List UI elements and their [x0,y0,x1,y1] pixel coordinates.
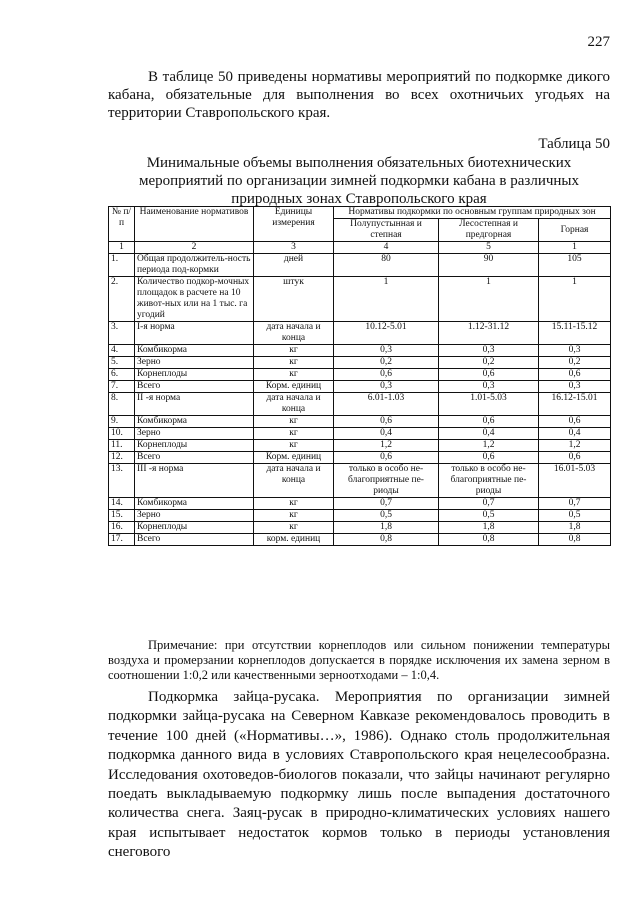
value-steppe: 0,7 [334,498,439,510]
value-mountain: 1,2 [539,440,611,452]
table-row [109,440,611,452]
value-forest-steppe: 0,3 [439,381,539,393]
value-forest-steppe: 0,3 [439,345,539,357]
value-mountain: 0,8 [539,534,611,546]
row-name: Количество подкор-мочных площадок в расчете на 10 живот-ных или на 1 тыс. га угодий [135,277,254,322]
row-name: Корнеплоды [135,440,254,452]
intro-text: В таблице 50 приведены нормативы мероприятий по подкормке дикого кабана, обязательные для выполнения во всех охотничьих угодьях на территории Ставропольского края. [108,69,610,121]
row-number: 7. [109,381,135,393]
value-forest-steppe: 0,8 [439,534,539,546]
row-name: Комбикорма [135,498,254,510]
value-steppe: 6.01-1.03 [334,393,439,416]
table-row [109,464,611,498]
value-steppe: 0,6 [334,452,439,464]
body-text: Подкормка зайца-русака. Мероприятия по организации зимней подкормки зайца-русака на Северном Кавказе рекомендовалось проводить в течение 100 дней («Нормативы…», 1986). Однако столь продолжительная подкормка данного вида в условиях Ставропольского края нецелесообразна. Исследования охотоведов-биологов показали, что зайцы начинают регулярно поедать выкладываемую подкормку лишь после выпадения достаточного количества снега. Заяц-русак в природно-климатических условиях нашего края испытывает недостаток кормов только в периоды установления снегового [108,689,610,861]
row-number: 9. [109,416,135,428]
row-number: 4. [109,345,135,357]
value-steppe: 0,3 [334,345,439,357]
row-number: 8. [109,393,135,416]
value-mountain: 105 [539,254,611,277]
header-unit: Единицы измерения [254,207,334,242]
value-mountain: 0,6 [539,369,611,381]
row-name: II -я норма [135,393,254,416]
value-steppe: 80 [334,254,439,277]
value-forest-steppe: 1,8 [439,522,539,534]
header-name: Наименование нормативов [135,207,254,242]
col-number: 1 [539,242,611,254]
row-number: 17. [109,534,135,546]
row-unit: кг [254,428,334,440]
value-mountain: 15.11-15.12 [539,322,611,345]
value-steppe: 0,6 [334,369,439,381]
row-name: Зерно [135,357,254,369]
row-unit: кг [254,510,334,522]
col-number: 4 [334,242,439,254]
header-zone-mountain: Горная [539,219,611,242]
norms-table [108,206,611,546]
value-mountain: 0,6 [539,416,611,428]
table-row [109,369,611,381]
row-unit: Корм. единиц [254,381,334,393]
row-name: Зерно [135,510,254,522]
header-zone-forest-steppe: Лесостепная и предгорная [439,219,539,242]
table-row [109,322,611,345]
row-unit: кг [254,498,334,510]
row-name: Зерно [135,428,254,440]
value-mountain: 16.12-15.01 [539,393,611,416]
row-unit: кг [254,440,334,452]
table-row [109,428,611,440]
value-steppe: 0,2 [334,357,439,369]
table-row [109,452,611,464]
row-name: Общая продолжитель-ность периода под-кормки [135,254,254,277]
row-unit: дата начала и конца [254,322,334,345]
value-forest-steppe: 1,2 [439,440,539,452]
row-unit: корм. единиц [254,534,334,546]
value-forest-steppe: 90 [439,254,539,277]
value-forest-steppe: 0,6 [439,416,539,428]
row-name: Всего [135,534,254,546]
row-unit: дата начала и конца [254,393,334,416]
row-unit: кг [254,345,334,357]
header-num: № п/п [109,207,135,242]
row-unit: дата начала и конца [254,464,334,498]
row-number: 2. [109,277,135,322]
value-mountain: 0,2 [539,357,611,369]
value-forest-steppe: 0,7 [439,498,539,510]
row-name: Всего [135,381,254,393]
value-forest-steppe: 0,5 [439,510,539,522]
table-row [109,498,611,510]
column-numbers-row [109,242,611,254]
value-steppe: 0,5 [334,510,439,522]
page-number: 227 [587,34,610,50]
value-mountain: 0,7 [539,498,611,510]
col-number: 2 [135,242,254,254]
row-name: Комбикорма [135,416,254,428]
table-row [109,416,611,428]
value-mountain: 16.01-5.03 [539,464,611,498]
value-mountain: 0,4 [539,428,611,440]
value-steppe: 0,3 [334,381,439,393]
table-label: Таблица 50 [538,136,610,152]
value-mountain: 1,8 [539,522,611,534]
value-mountain: 0,6 [539,452,611,464]
value-forest-steppe: 0,6 [439,452,539,464]
row-name: Корнеплоды [135,369,254,381]
value-steppe: только в особо не-благоприятные пе-риоды [334,464,439,498]
value-mountain: 1 [539,277,611,322]
table-note [108,638,610,683]
row-number: 11. [109,440,135,452]
value-forest-steppe: 0,2 [439,357,539,369]
row-number: 3. [109,322,135,345]
value-forest-steppe: 1.01-5.03 [439,393,539,416]
row-unit: дней [254,254,334,277]
table-row [109,510,611,522]
row-unit: штук [254,277,334,322]
row-number: 1. [109,254,135,277]
value-forest-steppe: 0,4 [439,428,539,440]
value-forest-steppe: только в особо не-благоприятные пе-риоды [439,464,539,498]
row-unit: кг [254,369,334,381]
table-row [109,254,611,277]
table-row [109,534,611,546]
row-unit: кг [254,416,334,428]
value-forest-steppe: 0,6 [439,369,539,381]
col-number: 5 [439,242,539,254]
col-number: 3 [254,242,334,254]
table-row [109,345,611,357]
table-row [109,522,611,534]
header-norms: Нормативы подкормки по основным группам природных зон [334,207,611,219]
col-number: 1 [109,242,135,254]
value-steppe: 1 [334,277,439,322]
value-steppe: 1,2 [334,440,439,452]
row-name: Комбикорма [135,345,254,357]
value-steppe: 0,8 [334,534,439,546]
table-row [109,277,611,322]
value-steppe: 0,4 [334,428,439,440]
header-zone-steppe: Полупустынная и степная [334,219,439,242]
table-row [109,357,611,369]
value-steppe: 10.12-5.01 [334,322,439,345]
table-row [109,381,611,393]
value-forest-steppe: 1.12-31.12 [439,322,539,345]
value-steppe: 1,8 [334,522,439,534]
value-mountain: 0,5 [539,510,611,522]
table-title: Минимальные объемы выполнения обязательных биотехнических мероприятий по организации зимней подкормки кабана в различных природных зонах Ставропольского края [138,155,580,207]
row-number: 6. [109,369,135,381]
row-name: I-я норма [135,322,254,345]
row-number: 12. [109,452,135,464]
value-mountain: 0,3 [539,345,611,357]
row-name: Корнеплоды [135,522,254,534]
table-row [109,393,611,416]
row-number: 5. [109,357,135,369]
row-number: 13. [109,464,135,498]
row-unit: Корм. единиц [254,452,334,464]
row-number: 16. [109,522,135,534]
row-number: 10. [109,428,135,440]
row-unit: кг [254,522,334,534]
value-mountain: 0,3 [539,381,611,393]
row-unit: кг [254,357,334,369]
value-steppe: 0,6 [334,416,439,428]
body-paragraph [108,688,610,863]
row-name: III -я норма [135,464,254,498]
intro-paragraph [108,68,610,122]
row-number: 15. [109,510,135,522]
note-text: Примечание: при отсутствии корнеплодов или сильном понижении температуры воздуха и промерзании корнеплодов допускается в порядке исключения их замена зерном в соотношении 1:0,2 или качественными зерноотходами – 1:0,4. [108,638,610,682]
row-number: 14. [109,498,135,510]
row-name: Всего [135,452,254,464]
value-forest-steppe: 1 [439,277,539,322]
